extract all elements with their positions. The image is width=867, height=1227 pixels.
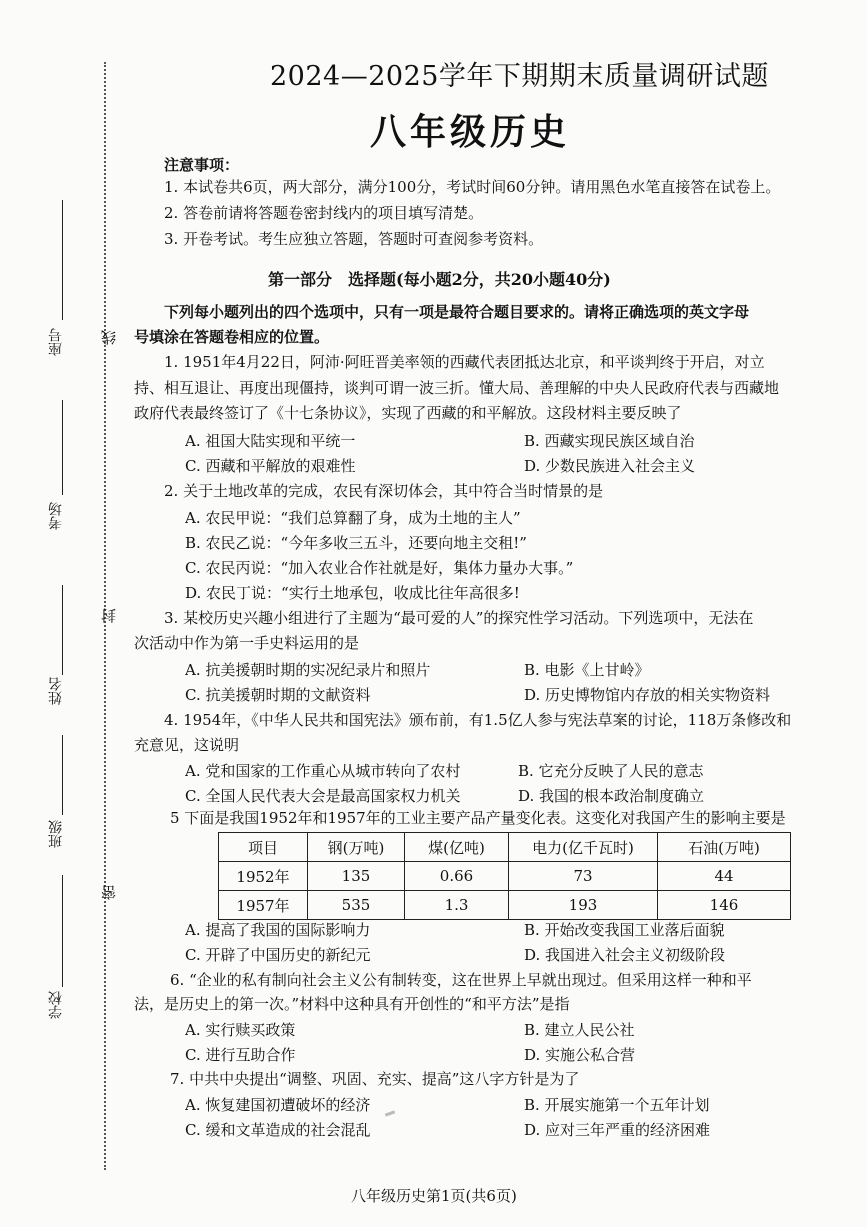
q7-option-d[interactable]: D. 应对三年严重的经济困难 (524, 1121, 711, 1139)
q1-option-a[interactable]: A. 祖国大陆实现和平统一 (185, 432, 356, 450)
q2-option-a[interactable]: A. 农民甲说：“我们总算翻了身，成为土地的主人” (185, 509, 521, 527)
q5-option-b[interactable]: B. 开始改变我国工业落后面貌 (524, 921, 725, 939)
q2-option-d[interactable]: D. 农民丁说：“实行土地承包，收成比往年高很多! (185, 584, 520, 602)
q6-stem-line1: 6. “企业的私有制向社会主义公有制转变，这在世界上早就出现过。但采用这样一种和平 (170, 971, 752, 989)
q3-option-a[interactable]: A. 抗美援朝时期的实况纪录片和照片 (185, 661, 431, 679)
table-cell: 73 (509, 862, 658, 891)
notice-item-1: 1. 本试卷共6页，两大部分，满分100分，考试时间60分钟。请用黑色水笔直接答在试卷上。 (164, 178, 781, 196)
table-cell: 193 (509, 891, 658, 920)
q1-option-b[interactable]: B. 西藏实现民族区域自治 (524, 432, 695, 450)
notice-item-2: 2. 答卷前请将答题卷密封线内的项目填写清楚。 (164, 204, 484, 222)
q5-option-d[interactable]: D. 我国进入社会主义初级阶段 (524, 946, 726, 964)
name-label: 姓名 (48, 677, 64, 705)
production-table (218, 832, 791, 920)
table-cell: 135 (308, 862, 405, 891)
table-cell: 0.66 (405, 862, 509, 891)
table-cell: 1.3 (405, 891, 509, 920)
notice-heading: 注意事项： (164, 156, 240, 174)
exam-title: 2024—2025学年下期期末质量调研试题 (270, 61, 769, 92)
q4-stem-line1: 4. 1954年，《中华人民共和国宪法》颁布前，有1.5亿人参与宪法草案的讨论，118万条修改和 (164, 711, 792, 729)
exam-room-label: 考场 (48, 502, 64, 530)
table-header-cell: 煤(亿吨) (405, 833, 509, 862)
q6-stem-line2: 法，是历史上的第一次。”材料中这种具有开创性的“和平方法”是指 (134, 995, 570, 1013)
q3-option-b[interactable]: B. 电影《上甘岭》 (524, 661, 650, 679)
seat-number-field[interactable] (40, 200, 72, 375)
table-cell: 146 (658, 891, 791, 920)
table-row (219, 891, 791, 920)
class-label: 班级 (48, 820, 64, 848)
table-header-cell: 项目 (219, 833, 308, 862)
part1-title: 第一部分 选择题(每小题2分，共20小题40分) (268, 270, 611, 289)
notice-item-3: 3. 开卷考试。考生应独立答题，答题时可查阅参考资料。 (164, 230, 544, 248)
q6-option-d[interactable]: D. 实施公私合营 (524, 1046, 636, 1064)
q1-stem-line2: 持、相互退让、再度出现僵持，谈判可谓一波三折。懂大局、善理解的中央人民政府代表与西藏地 (134, 379, 780, 397)
seal-char-xian: 线 (100, 330, 118, 345)
q5-stem: 5 下面是我国1952年和1957年的工业主要产品产量变化表。这变化对我国产生的影响主要是 (170, 809, 786, 827)
subject-title: 八年级历史 (370, 111, 571, 153)
name-field[interactable] (40, 585, 72, 735)
part1-instruction-line2: 号填涂在答题卷相应的位置。 (134, 328, 330, 346)
q4-option-c[interactable]: C. 全国人民代表大会是最高国家权力机关 (185, 787, 461, 805)
stray-pen-mark (385, 1110, 395, 1116)
q7-option-a[interactable]: A. 恢复建国初遭破坏的经济 (185, 1096, 371, 1114)
q3-option-c[interactable]: C. 抗美援朝时期的文献资料 (185, 686, 371, 704)
table-cell: 44 (658, 862, 791, 891)
q4-stem-line2: 充意见，这说明 (134, 736, 240, 754)
q1-option-c[interactable]: C. 西藏和平解放的艰难性 (185, 457, 356, 475)
q3-stem-line1: 3. 某校历史兴趣小组进行了主题为“最可爱的人”的探究性学习活动。下列选项中，无法在 (164, 609, 754, 627)
table-cell: 1952年 (219, 862, 308, 891)
q6-option-a[interactable]: A. 实行赎买政策 (185, 1021, 296, 1039)
q7-stem: 7. 中共中央提出“调整、巩固、充实、提高”这八字方针是为了 (170, 1070, 580, 1088)
q2-stem: 2. 关于土地改革的完成，农民有深切体会，其中符合当时情景的是 (164, 482, 604, 500)
school-label: 学校 (48, 991, 64, 1019)
q2-option-b[interactable]: B. 农民乙说：“今年多收三五斗，还要向地主交租!” (185, 534, 527, 552)
seal-char-feng: 封 (100, 608, 118, 623)
q5-option-a[interactable]: A. 提高了我国的国际影响力 (185, 921, 371, 939)
q4-option-d[interactable]: D. 我国的根本政治制度确立 (518, 787, 705, 805)
class-line (62, 735, 63, 815)
table-header-cell: 钢(万吨) (308, 833, 405, 862)
table-header-cell: 石油(万吨) (658, 833, 791, 862)
q6-option-b[interactable]: B. 建立人民公社 (524, 1021, 635, 1039)
q7-option-b[interactable]: B. 开展实施第一个五年计划 (524, 1096, 710, 1114)
exam-room-field[interactable] (40, 400, 72, 560)
q4-option-b[interactable]: B. 它充分反映了人民的意志 (518, 762, 704, 780)
exam-room-line (62, 400, 63, 495)
table-cell: 1957年 (219, 891, 308, 920)
q6-option-c[interactable]: C. 进行互助合作 (185, 1046, 296, 1064)
seal-char-mi: 密 (100, 885, 118, 900)
school-line (62, 875, 63, 987)
q1-stem-line3: 政府代表最终签订了《十七条协议》，实现了西藏的和平解放。这段材料主要反映了 (134, 404, 682, 422)
name-line (62, 585, 63, 675)
page-footer: 八年级历史第1页(共6页) (351, 1187, 517, 1205)
table-cell: 535 (308, 891, 405, 920)
table-row (219, 862, 791, 891)
q4-option-a[interactable]: A. 党和国家的工作重心从城市转向了农村 (185, 762, 461, 780)
seat-number-label: 座号 (48, 328, 64, 356)
q5-option-c[interactable]: C. 开辟了中国历史的新纪元 (185, 946, 371, 964)
q2-option-c[interactable]: C. 农民丙说：“加入农业合作社就是好，集体力量办大事。” (185, 559, 574, 577)
q7-option-c[interactable]: C. 缓和文革造成的社会混乱 (185, 1121, 371, 1139)
table-header-row (219, 833, 791, 862)
q1-stem-line1: 1. 1951年4月22日，阿沛·阿旺晋美率领的西藏代表团抵达北京，和平谈判终于开启，对立 (164, 353, 765, 371)
school-field[interactable] (40, 875, 72, 1035)
q1-option-d[interactable]: D. 少数民族进入社会主义 (524, 457, 696, 475)
class-field[interactable] (40, 735, 72, 880)
q3-option-d[interactable]: D. 历史博物馆内存放的相关实物资料 (524, 686, 771, 704)
q3-stem-line2: 次活动中作为第一手史料运用的是 (134, 634, 360, 652)
seat-number-line (62, 200, 63, 320)
table-header-cell: 电力(亿千瓦时) (509, 833, 658, 862)
part1-instruction-line1: 下列每小题列出的四个选项中，只有一项是最符合题目要求的。请将正确选项的英文字母 (164, 303, 750, 321)
